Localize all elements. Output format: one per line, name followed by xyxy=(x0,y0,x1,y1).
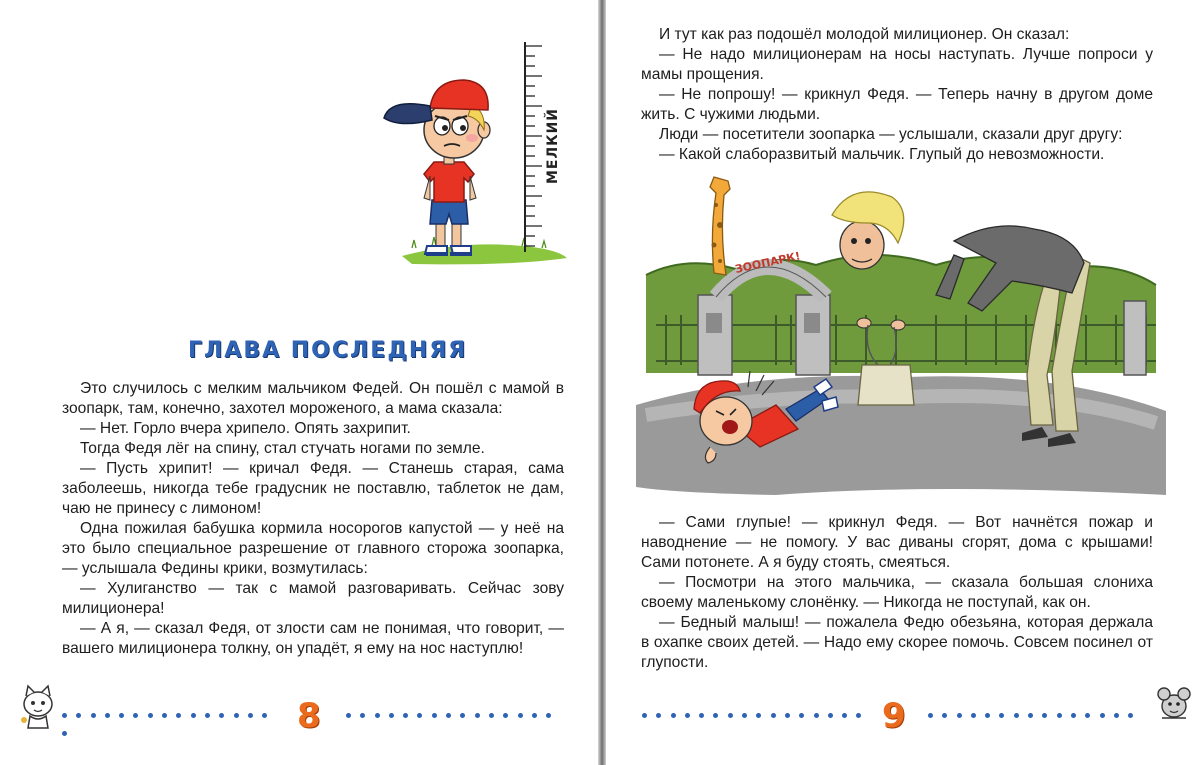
cat-doodle-icon xyxy=(18,684,60,732)
footer-dots-right-1 xyxy=(642,713,872,721)
paragraph: — Посмотри на этого мальчика, — сказала большая слониха своему маленькому слонёнку. — Никогда не поступай, как он. xyxy=(641,574,1153,611)
paragraph: Тогда Федя лёг на спину, стал стучать ногами по земле. xyxy=(80,440,485,457)
page-number: 9 xyxy=(882,696,906,736)
left-page-text xyxy=(62,379,564,659)
paragraph: И тут как раз подошёл молодой милиционер. Он сказал: xyxy=(659,26,1070,43)
zoo-scene-illustration xyxy=(636,165,1166,505)
paragraph: — Не попрошу! — крикнул Федя. — Теперь начну в другом доме жить. С чужими людьми. xyxy=(641,86,1153,123)
mouse-doodle-icon xyxy=(1154,684,1194,724)
footer-dots-right-2 xyxy=(928,713,1148,721)
footer-dots-left-2 xyxy=(346,713,566,721)
paragraph: — Какой слаборазвитый мальчик. Глупый до невозможности. xyxy=(659,146,1105,163)
paragraph: — Не надо милиционерам на носы наступать. Лучше попроси у мамы прощения. xyxy=(641,46,1153,83)
paragraph: — Нет. Горло вчера хрипело. Опять захрипит. xyxy=(80,420,411,437)
left-page xyxy=(0,0,598,765)
paragraph: Люди — посетители зоопарка — услышали, сказали друг другу: xyxy=(659,126,1123,143)
paragraph: — Хулиганство — так с мамой разговаривать. Сейчас зову милиционера! xyxy=(62,580,564,617)
chapter-title: ГЛАВА ПОСЛЕДНЯЯ xyxy=(188,338,468,363)
ruler-label: МЕЛКИЙ xyxy=(545,108,561,184)
paragraph: Это случилось с мелким мальчиком Федей. Он пошёл с мамой в зоопарк, там, конечно, захотел мороженого, а мама сказала: xyxy=(62,380,564,417)
paragraph: — Пусть хрипит! — кричал Федя. — Станешь старая, сама заболеешь, никогда тебе градусник не поставлю, таблеток не дам, чаю не принесу с лимоном! xyxy=(62,460,564,517)
right-page-text-bottom xyxy=(641,513,1153,673)
footer-dots-left-1 xyxy=(62,713,282,721)
page-number: 8 xyxy=(297,696,321,736)
zoo-sign-text: ЗООПАРК! xyxy=(733,249,802,276)
paragraph: Одна пожилая бабушка кормила носорогов капустой — у неё на это было специальное разрешение от главного сторожа зоопарка, — услышала Федины крики, возмутилась: xyxy=(62,520,564,577)
book-spine xyxy=(598,0,606,765)
right-page xyxy=(606,0,1200,765)
right-page-text-top xyxy=(641,25,1153,165)
paragraph: — А я, — сказал Федя, от злости сам не понимая, что говорит, — вашего милиционера толкну, он упадёт, я ему на нос наступлю! xyxy=(62,620,564,657)
paragraph: — Сами глупые! — крикнул Федя. — Вот начнётся пожар и наводнение — не помогу. У вас диваны сгорят, дома с крышами! Сами потонете. А я буду стоять, смеяться. xyxy=(641,514,1153,571)
paragraph: — Бедный малыш! — пожалела Федю обезьяна, которая держала в охапке своих детей. — Надо ему скорее помочь. Совсем посинел от глупости. xyxy=(641,614,1153,671)
boy-height-illustration xyxy=(372,34,572,270)
